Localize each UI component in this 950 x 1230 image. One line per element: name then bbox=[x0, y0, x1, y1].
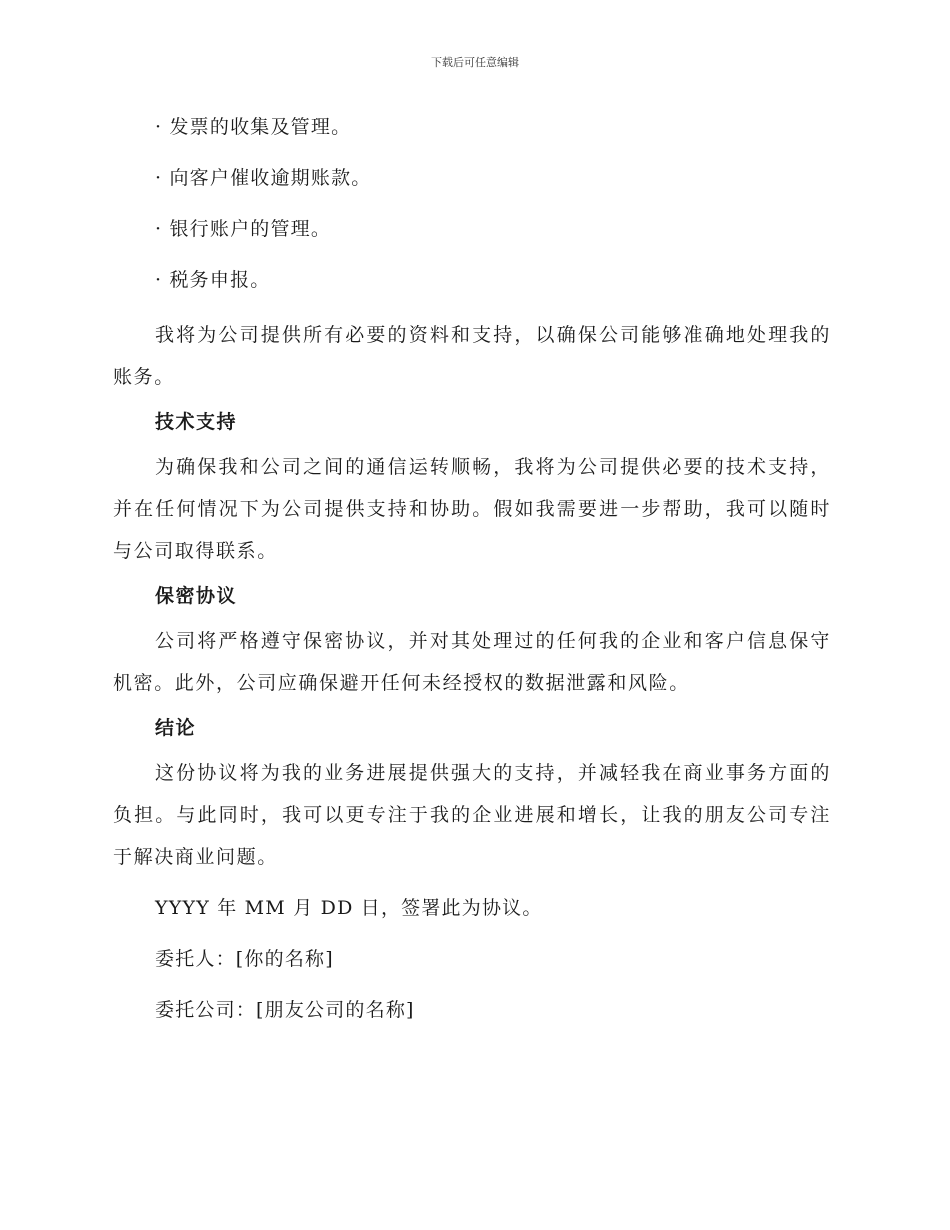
document-body bbox=[113, 110, 831, 1040]
bullet-item-invoices: · 发票的收集及管理。 bbox=[155, 116, 352, 138]
section-title-conclusion: 结论 bbox=[155, 717, 197, 739]
section-body-tech-support: 为确保我和公司之间的通信运转顺畅，我将为公司提供必要的技术支持，并在任何情况下为公司提供支持和协助。假如我需要进一步帮助，我可以随时与公司取得联系。 bbox=[113, 456, 831, 562]
bullet-item-bank-accounts: · 银行账户的管理。 bbox=[155, 218, 332, 240]
signature-principal-line: 委托人：[你的名称] bbox=[155, 948, 334, 970]
section-title-tech-support: 技术支持 bbox=[155, 411, 238, 433]
section-body-conclusion: 这份协议将为我的业务进展提供强大的支持，并减轻我在商业事务方面的负担。与此同时，我可以更专注于我的企业进展和增长，让我的朋友公司专注于解决商业问题。 bbox=[113, 762, 831, 868]
signature-date-line: YYYY 年 MM 月 DD 日，签署此为协议。 bbox=[155, 897, 543, 919]
section-body-confidentiality: 公司将严格遵守保密协议，并对其处理过的任何我的企业和客户信息保守机密。此外，公司应确保避开任何未经授权的数据泄露和风险。 bbox=[113, 630, 831, 694]
signature-company-line: 委托公司：[朋友公司的名称] bbox=[155, 999, 415, 1021]
page-header: 下载后可任意编辑 bbox=[431, 56, 519, 69]
bullet-item-tax-filing: · 税务申报。 bbox=[155, 269, 271, 291]
section-title-confidentiality: 保密协议 bbox=[155, 585, 238, 607]
bullet-item-collections: · 向客户催收逾期账款。 bbox=[155, 167, 372, 189]
intro-paragraph: 我将为公司提供所有必要的资料和支持，以确保公司能够准确地处理我的账务。 bbox=[113, 324, 831, 388]
